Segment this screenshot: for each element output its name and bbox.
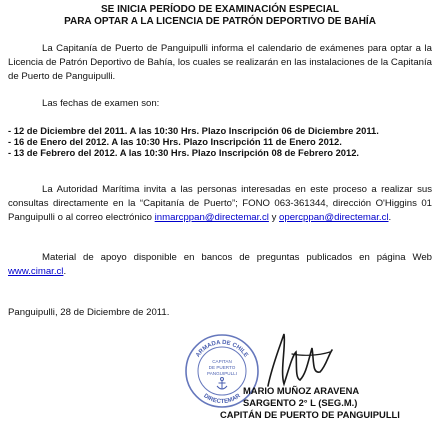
exam-date-item: - 16 de Enero del 2012. A las 10:30 Hrs. Plazo Inscripción 11 de Enero 2012. xyxy=(8,136,342,147)
stamp-center-text-2: DE PUERTO xyxy=(208,365,236,370)
contact-paragraph: La Autoridad Marítima invita a las personas interesadas en este proceso a realizar sus consultas directamente en la “Capitanía de Puerto”; FONO 063-361344, dirección O'Higgins 01 Panguipulli o al correo electrónico inmarcppan@directemar.cl y opercppan@directemar.cl. xyxy=(8,184,432,223)
stamp-top-text: ARMADA DE CHILE xyxy=(195,339,249,359)
stamp-center-text-1: CAPITAN xyxy=(212,359,232,364)
title-line-2: PARA OPTAR A LA LICENCIA DE PATRÓN DEPORTIVO DE BAHÍA xyxy=(64,16,376,27)
material-paragraph: Material de apoyo disponible en bancos de preguntas publicados en página Web www.cimar.cl. xyxy=(8,252,432,277)
signatory-block xyxy=(220,385,435,421)
exam-date-item: - 13 de Febrero del 2012. A las 10:30 Hrs. Plazo Inscripción 08 de Febrero 2012. xyxy=(8,147,360,158)
title-line-1: SE INICIA PERÍODO DE EXAMINACIÓN ESPECIAL xyxy=(101,4,339,15)
email-link-inmarcppan[interactable]: inmarcppan@directemar.cl xyxy=(154,212,269,223)
signatory-position: CAPITÁN DE PUERTO DE PANGUIPULLI xyxy=(220,409,400,420)
place-date: Panguipulli, 28 de Diciembre de 2011. xyxy=(8,307,170,318)
exam-date-item: - 12 de Diciembre del 2011. A las 10:30 Hrs. Plazo Inscripción 06 de Diciembre 2011. xyxy=(8,125,379,136)
signatory-name: MARIO MUÑOZ ARAVENA xyxy=(243,385,360,396)
stamp-center-text-3: PANGUIPULLI xyxy=(206,371,238,376)
email-link-opercppan[interactable]: opercppan@directemar.cl xyxy=(279,212,389,223)
signatory-rank: SARGENTO 2° L (SEG.M.) xyxy=(243,397,358,408)
intro-paragraph: La Capitanía de Puerto de Panguipulli informa el calendario de exámenes para optar a la Licencia de Patrón Deportivo de Bahía, los cuales se realizarán en las instalaciones de la Capitanía de Puerto de Panguipulli. xyxy=(8,43,432,82)
exam-dates-list xyxy=(8,125,432,158)
stamp-bottom-text: DIRECTEMAR xyxy=(202,393,242,406)
cimar-website-link[interactable]: www.cimar.cl xyxy=(8,266,64,277)
dates-heading: Las fechas de examen son: xyxy=(42,98,160,109)
